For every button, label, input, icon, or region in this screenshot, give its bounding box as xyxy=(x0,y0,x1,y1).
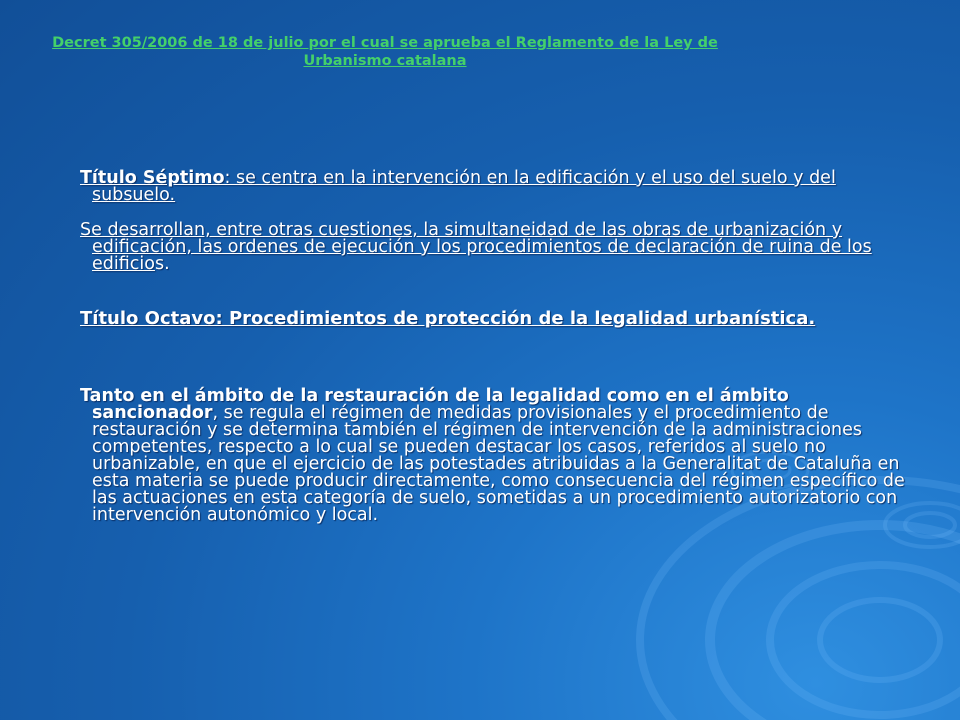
titulo-septimo-heading: Título Séptimo xyxy=(80,168,225,188)
titulo-octavo-heading: Título Octavo xyxy=(80,308,216,329)
slide-title[interactable]: Decret 305/2006 de 18 de julio por el cual se aprueba el Reglamento de la Ley de Urbanismo catalana xyxy=(52,35,718,69)
desarrollan-tail: s. xyxy=(154,254,170,274)
paragraph-desarrollan xyxy=(60,222,905,273)
desarrollan-text: Se desarrollan, entre otras cuestiones, la simultaneidad de las obras de urbanización y edificación, las ordenes de ejecución y los procedimientos de declaración de ruina de los edificio xyxy=(80,220,872,274)
titulo-septimo-text: : se centra en la intervención en la edificación y el uso del suelo y del subsuelo. xyxy=(92,168,836,205)
paragraph-titulo-septimo xyxy=(60,170,905,204)
paragraph-titulo-octavo xyxy=(60,310,905,327)
restauracion-heading: Tanto en el ámbito de la restauración de la legalidad como en el ámbito sancionador xyxy=(80,386,789,423)
paragraph-restauracion xyxy=(60,388,905,524)
restauracion-text: , se regula el régimen de medidas provisionales y el procedimiento de restauración y se determina también el régimen de intervención de la administraciones competentes, respecto a lo cual se pueden destacar los casos, referidos al suelo no urbanizable, en que el ejercicio de las potestades atribuidas a la Generalitat de Cataluña en esta materia se puede producir directamente, como consecuencia del régimen específico de las actuaciones en esta categoría de suelo, sometidas a un procedimiento autorizatorio con intervención autonómico y local. xyxy=(92,403,905,525)
titulo-octavo-text: : Procedimientos de protección de la legalidad urbanística. xyxy=(215,308,816,329)
